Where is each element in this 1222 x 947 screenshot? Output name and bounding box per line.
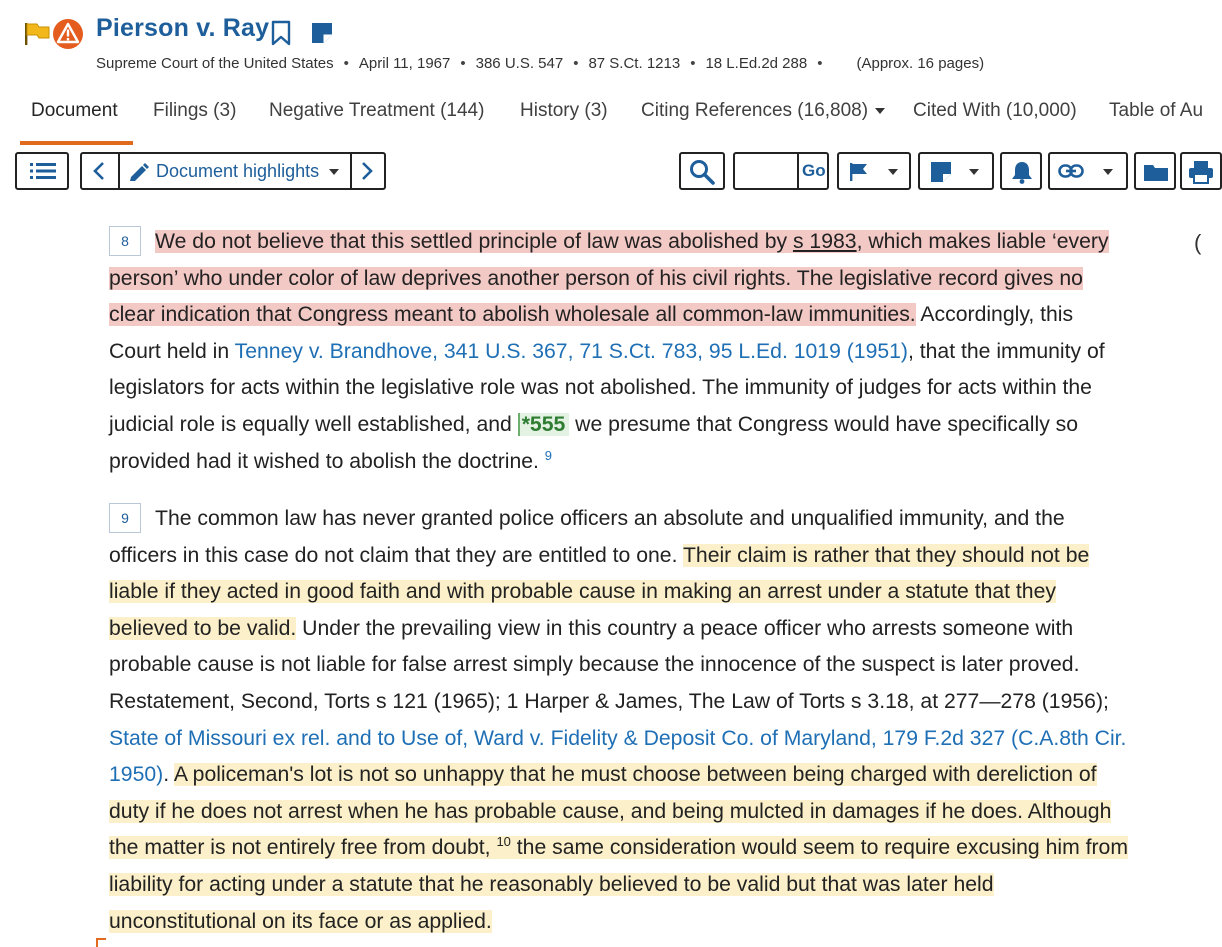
folder-icon: [1143, 162, 1169, 182]
body-text: Accordingly, this Court held in: [109, 303, 1074, 363]
yellow-highlight[interactable]: [109, 763, 1128, 932]
paragraph-number[interactable]: 8: [109, 226, 141, 256]
link-icon: [1058, 164, 1084, 178]
tab-citing-references-label: Citing References (16,808): [641, 100, 869, 121]
link-dropdown-button[interactable]: [1048, 152, 1128, 190]
citation-link-missouri[interactable]: State of Missouri ex rel. and to Use of, Ward v. Fidelity & Deposit Co. of Maryland, 179 F.2d 327 (C.A.8th Cir. 1950): [109, 726, 1127, 787]
search-within-input[interactable]: [735, 154, 799, 188]
paragraph-number[interactable]: 9: [109, 503, 141, 533]
chevron-left-icon: [93, 162, 105, 180]
star-page-marker: *555: [518, 413, 570, 436]
caution-alert-icon[interactable]: [52, 18, 84, 50]
tab-cited-with[interactable]: Cited With (10,000): [913, 100, 1077, 121]
previous-highlight-button[interactable]: [82, 154, 120, 188]
body-text: Under the prevailing view in this country a peace officer who arrests someone with probable cause is not liable for false arrest simply because the innocence of the suspect is later proved. Restatement, Second, Torts s 121 (1965); 1 Harper & James, The Law of Torts s 3.18, at 277—278 (1956);: [109, 616, 1109, 713]
flag-icon: [849, 162, 871, 182]
page-count: (Approx. 16 pages): [856, 55, 985, 72]
tab-document[interactable]: Document: [31, 100, 118, 121]
caret-down-icon: [328, 168, 340, 176]
next-highlight-button[interactable]: [350, 154, 384, 188]
caret-down-icon: [968, 168, 980, 176]
separator: •: [460, 55, 466, 72]
caret-down-icon: [1102, 168, 1114, 176]
highlighted-text: A policeman's lot is not so unhappy that he must choose between being charged with dereliction of duty if he does not arrest when he has probable cause, and being mulcted in damages if he does. Although the matter is not entirely free from doubt,: [109, 763, 1112, 860]
statute-link[interactable]: s 1983: [792, 230, 857, 253]
separator: •: [817, 55, 823, 72]
citation-link-tenney[interactable]: Tenney v. Brandhove, 341 U.S. 367, 71 S.Ct. 783, 95 L.Ed. 1019 (1951): [234, 339, 908, 363]
highlighted-text: We do not believe that this settled principle of law was abolished by: [155, 230, 793, 253]
active-tab-indicator: [20, 141, 133, 145]
body-text: .: [163, 763, 174, 787]
body-text: The common law has never granted police officers an absolute and unqualified immunity, and the officers in this case do not claim that they are entitled to one.: [109, 507, 1065, 567]
document-tabs: [0, 92, 1204, 142]
separator: •: [573, 55, 579, 72]
case-title: Pierson v. Ray: [96, 14, 270, 42]
pencil-icon: [128, 162, 150, 182]
document-highlights-navigator: [80, 152, 386, 190]
bookmark-icon[interactable]: [270, 20, 292, 46]
body-text: we presume that Congress would have specifically so provided had it wished to abolish the doctrine.: [109, 412, 1079, 473]
separator: •: [343, 55, 349, 72]
bell-icon: [1011, 160, 1033, 184]
citation-sct: 87 S.Ct. 1213: [588, 55, 681, 72]
yellow-flag-icon[interactable]: [24, 22, 50, 46]
go-button-label: Go: [802, 161, 826, 180]
court-name: Supreme Court of the United States: [96, 55, 334, 72]
save-to-folder-button[interactable]: [1134, 152, 1176, 190]
chevron-right-icon: [361, 162, 373, 180]
decision-date: April 11, 1967: [358, 55, 451, 72]
separator: •: [690, 55, 696, 72]
highlight-corner-marker: [96, 938, 106, 947]
caret-down-icon: [874, 107, 886, 115]
case-metadata: [96, 55, 984, 72]
paragraph-8: [109, 224, 1129, 480]
body-text: , that the immunity of legislators for acts within the legislative role was not abolished. The immunity of judges for acts within the judicial role is equally well established, and: [109, 339, 1105, 436]
tab-table-of-authorities[interactable]: Table of Au: [1109, 100, 1204, 121]
search-icon: [689, 159, 715, 185]
alert-button[interactable]: [1000, 152, 1042, 190]
footnote-link[interactable]: 9: [544, 447, 553, 463]
table-of-contents-button[interactable]: [15, 152, 69, 190]
caret-down-icon: [887, 168, 899, 176]
citation-us: 386 U.S. 547: [475, 55, 564, 72]
printer-icon: [1188, 160, 1214, 184]
document-toolbar: [0, 150, 1200, 194]
highlighted-text: the same consideration would seem to require excusing him from liability for acting under a statute that he reasonably believed to be valid but that was later held unconstitutional on its face or as applied.: [109, 836, 1128, 933]
add-note-icon[interactable]: [310, 21, 334, 45]
search-within-group: [733, 152, 829, 190]
margin-marker: (: [1194, 230, 1202, 255]
yellow-highlight[interactable]: Their claim is rather that they should not be liable if they acted in good faith and with probable cause in making an arrest under a statute that they believed to be valid.: [109, 543, 1090, 640]
tab-negative-treatment[interactable]: Negative Treatment (144): [269, 100, 485, 121]
document-highlights-label: Document highlights: [156, 161, 320, 181]
flag-dropdown-button[interactable]: [837, 152, 911, 190]
print-button[interactable]: [1180, 152, 1222, 190]
citation-led: 18 L.Ed.2d 288: [705, 55, 808, 72]
footnote-link[interactable]: 10: [496, 834, 511, 850]
highlighted-text: , which makes liable ‘every person’ who under color of law deprives another person of his civil rights. The legislative record gives no clear indication that Congress meant to abolish wholesale all common-law immunities.: [109, 230, 1109, 327]
search-button[interactable]: [679, 152, 725, 190]
document-header: [0, 0, 1204, 150]
paragraph-9: [109, 501, 1129, 940]
notes-dropdown-button[interactable]: [918, 152, 994, 190]
document-highlights-dropdown[interactable]: [118, 154, 352, 188]
tab-history[interactable]: History (3): [520, 100, 608, 121]
tab-citing-references[interactable]: [641, 100, 886, 122]
note-icon: [930, 161, 952, 183]
list-icon: [30, 162, 56, 180]
tab-filings[interactable]: Filings (3): [153, 100, 237, 121]
go-button[interactable]: [797, 154, 827, 188]
